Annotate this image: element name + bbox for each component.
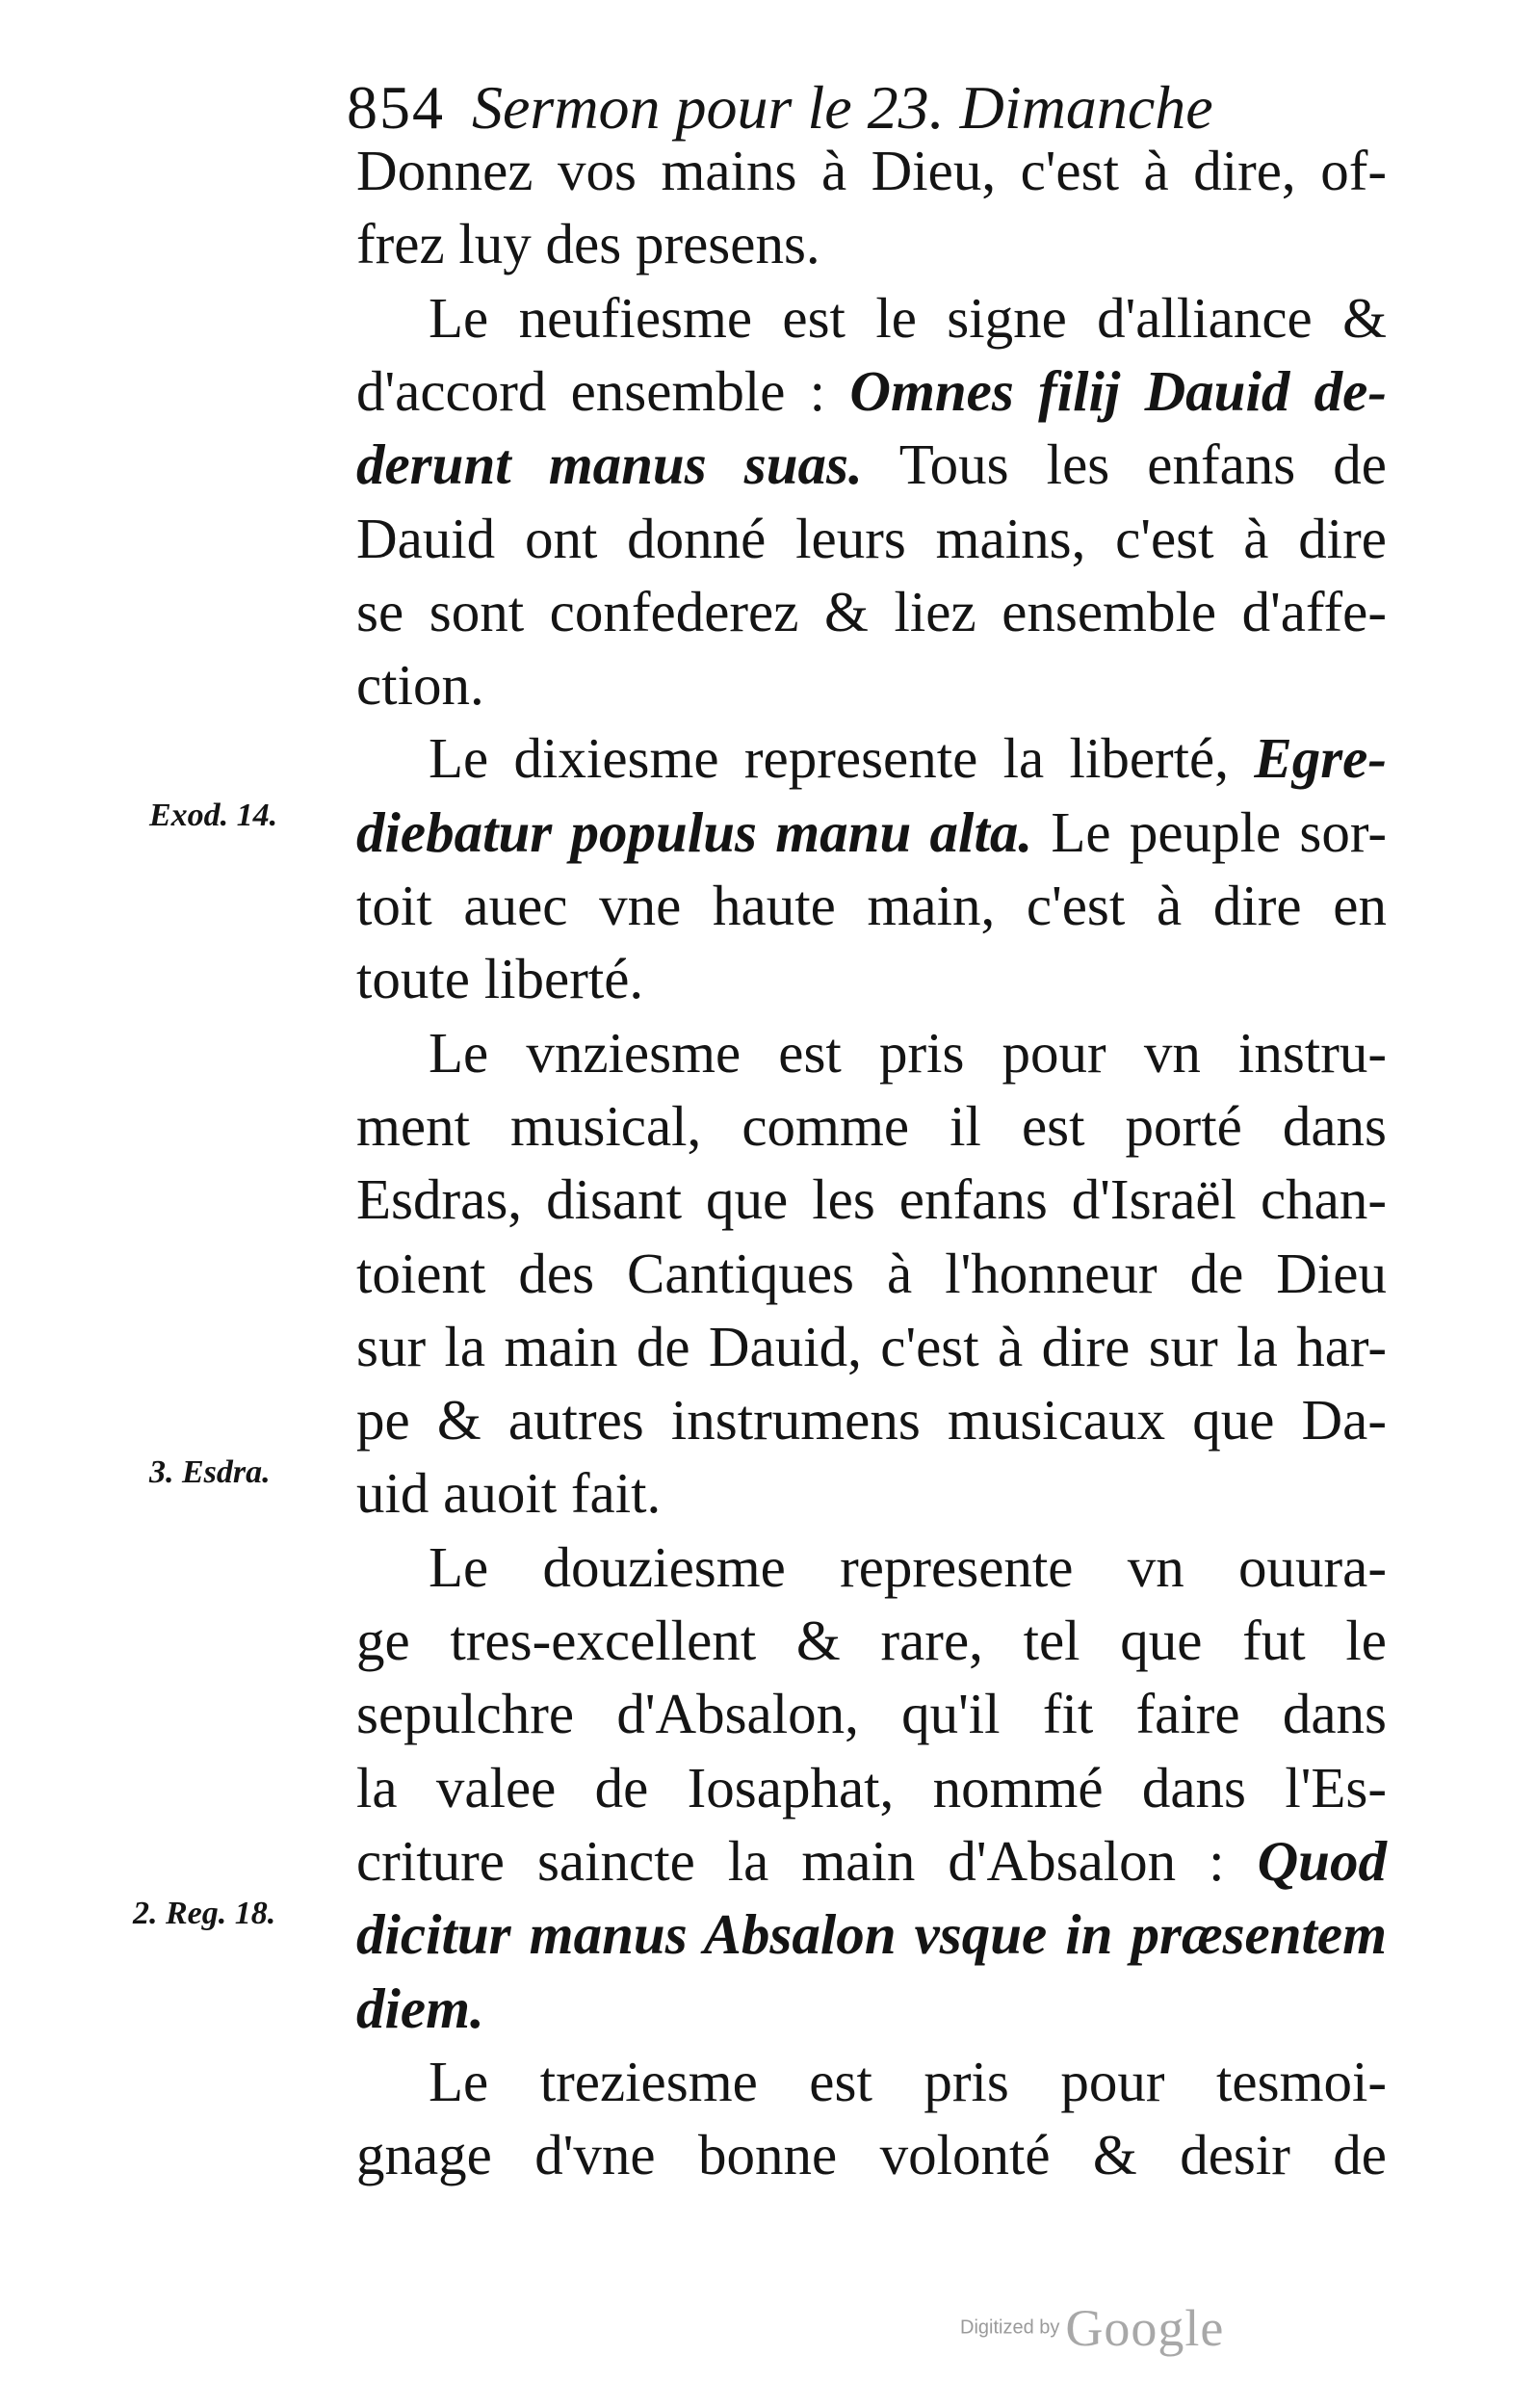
running-header xyxy=(347,73,1213,142)
text-line xyxy=(356,1167,1387,1232)
line-text: criture saincte la main d'Absalon : xyxy=(356,1828,1258,1893)
text-line xyxy=(356,1241,1387,1305)
text-line xyxy=(356,653,484,718)
line-text: ction. xyxy=(356,653,484,718)
line-text: uid auoit fait. xyxy=(356,1461,662,1526)
latin-quotation: Quod xyxy=(1257,1828,1387,1893)
line-text: ge tres-excellent & rare, tel que fut le xyxy=(356,1609,1387,1672)
text-line xyxy=(356,947,644,1011)
line-text: se sont confederez & liez ensemble d'affe- xyxy=(356,579,1387,643)
text-line xyxy=(356,1755,1387,1819)
line-text: Le douziesme represente vn ouura- xyxy=(429,1534,1387,1599)
line-text: Le neufiesme est le signe d'alliance & xyxy=(429,285,1387,350)
text-line xyxy=(429,1020,1387,1085)
line-text: ment musical, comme il est porté dans xyxy=(356,1093,1387,1158)
line-text: toient des Cantiques à l'honneur de Dieu xyxy=(356,1241,1387,1305)
line-text: frez luy des presens. xyxy=(356,212,820,276)
text-line xyxy=(356,506,1387,570)
text-line xyxy=(429,726,1387,791)
line-text: Esdras, disant que les enfans d'Israël chan- xyxy=(356,1167,1387,1232)
text-line xyxy=(356,1314,1387,1378)
line-text: sepulchre d'Absalon, qu'il fit faire dans xyxy=(356,1682,1387,1746)
latin-quotation: diem. xyxy=(356,1976,484,2040)
line-text: Donnez vos mains à Dieu, c'est à dire, of- xyxy=(356,139,1387,202)
latin-quotation: dicitur manus Absalon vsque in præsentem xyxy=(356,1902,1387,1967)
line-text: la valee de Iosaphat, nommé dans l'Es- xyxy=(356,1755,1387,1819)
latin-quotation: derunt manus suas. xyxy=(356,432,863,497)
text-line xyxy=(356,358,1387,423)
latin-quotation: diebatur populus manu alta. xyxy=(356,799,1033,864)
line-text: Tous les enfans de xyxy=(862,432,1387,497)
text-line xyxy=(356,874,1387,937)
page-number: 854 xyxy=(347,73,445,142)
running-title: Sermon pour le 23. Dimanche xyxy=(472,73,1213,142)
google-logo: Google xyxy=(1065,2299,1225,2357)
line-text: Le treziesme est pris pour tesmoi- xyxy=(429,2049,1387,2113)
text-line xyxy=(356,212,820,276)
digitized-by-label: Digitized by xyxy=(960,2316,1060,2339)
text-line xyxy=(356,579,1387,643)
text-line xyxy=(356,1609,1387,1672)
text-line xyxy=(356,1093,1387,1158)
text-line xyxy=(356,1682,1387,1746)
line-text: gnage d'vne bonne volonté & desir de xyxy=(356,2123,1387,2187)
line-text: d'accord ensemble : xyxy=(356,358,850,423)
line-text: toit auec vne haute main, c'est à dire en xyxy=(356,874,1387,937)
line-text: Le peuple sor- xyxy=(1032,799,1387,864)
text-line xyxy=(429,1534,1387,1599)
text-line xyxy=(356,432,1387,497)
line-text: Dauid ont donné leurs mains, c'est à dire xyxy=(356,506,1387,570)
text-line xyxy=(356,139,1387,202)
text-line xyxy=(356,1828,1387,1893)
margin-note-esdras: 3. Esdra. xyxy=(149,1454,271,1490)
line-text: pe & autres instrumens musicaux que Da- xyxy=(356,1388,1387,1453)
latin-quotation: Egre- xyxy=(1254,726,1387,791)
text-line xyxy=(356,1461,662,1526)
line-text: toute liberté. xyxy=(356,947,644,1011)
text-line xyxy=(356,1388,1387,1453)
line-text: sur la main de Dauid, c'est à dire sur la har- xyxy=(356,1314,1387,1378)
text-line xyxy=(356,1976,484,2040)
line-text: Le dixiesme represente la liberté, xyxy=(429,726,1255,791)
line-text: Le vnziesme est pris pour vn instru- xyxy=(429,1020,1387,1085)
text-line xyxy=(429,2049,1387,2113)
text-line xyxy=(356,1902,1387,1967)
latin-quotation: Omnes filij Dauid de- xyxy=(849,358,1387,423)
margin-note-exodus: Exod. 14. xyxy=(149,798,278,833)
text-line xyxy=(356,799,1387,864)
text-line xyxy=(356,2123,1387,2187)
digitized-by-google xyxy=(960,2298,1224,2358)
text-line xyxy=(429,285,1387,350)
margin-note-reg: 2. Reg. 18. xyxy=(133,1896,276,1931)
